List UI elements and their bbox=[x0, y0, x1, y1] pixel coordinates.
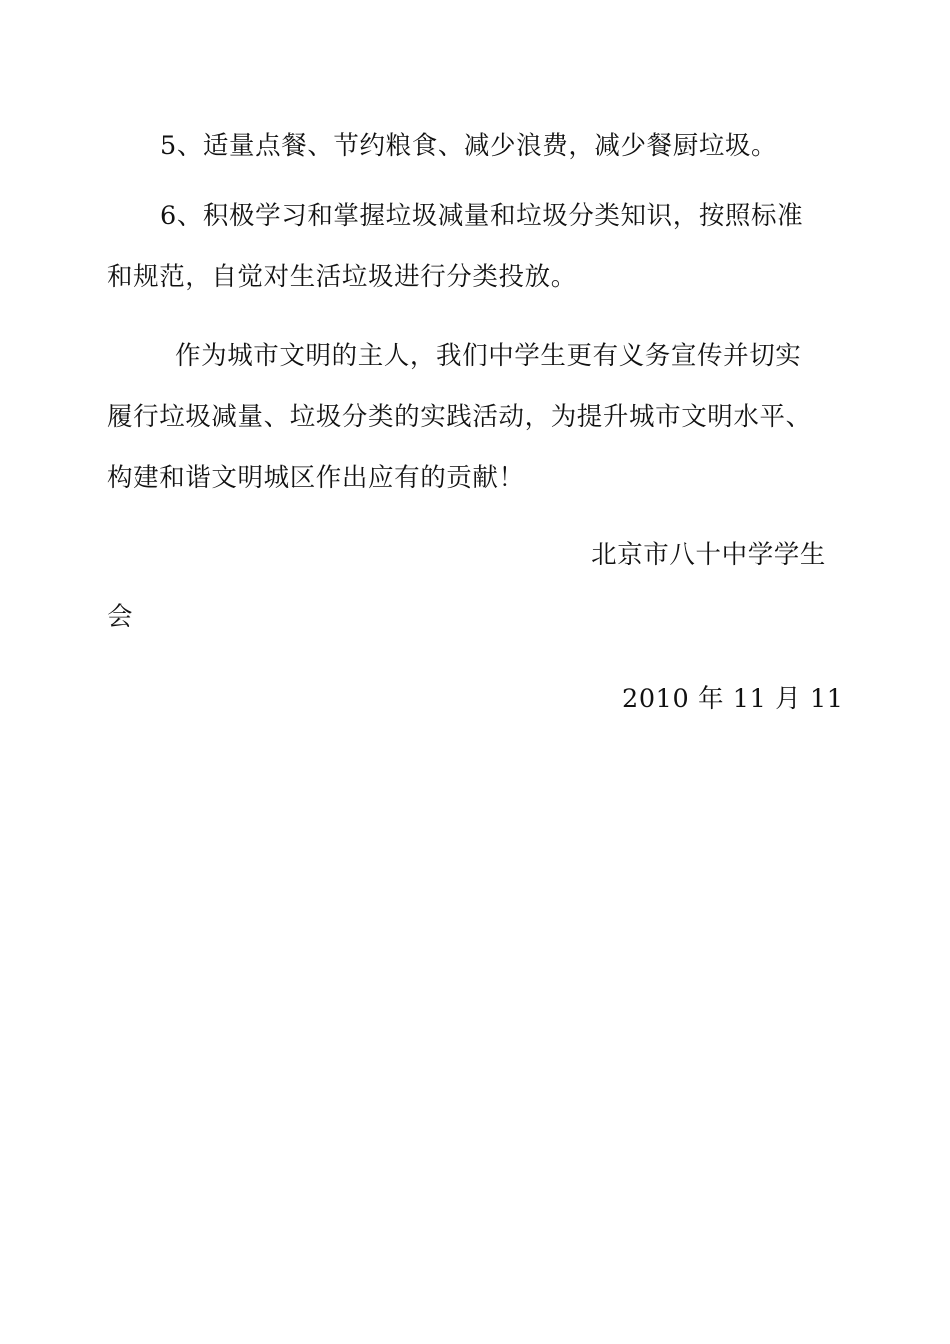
item-6-text-line-1: 6、积极学习和掌握垃圾减量和垃圾分类知识，按照标准 bbox=[160, 201, 804, 231]
closing-paragraph-line-3: 构建和谐文明城区作出应有的贡献！ bbox=[107, 463, 525, 493]
signature-line-2: 会 bbox=[107, 602, 134, 632]
item-6-text-line-2: 和规范，自觉对生活垃圾进行分类投放。 bbox=[107, 262, 577, 292]
closing-paragraph-line-2: 履行垃圾减量、垃圾分类的实践活动，为提升城市文明水平、 bbox=[107, 402, 812, 432]
date-text: 2010 年 11 月 11 bbox=[622, 684, 844, 714]
signature-line-1: 北京市八十中学学生 bbox=[591, 540, 826, 570]
closing-paragraph-line-1: 作为城市文明的主人，我们中学生更有义务宣传并切实 bbox=[175, 341, 802, 371]
item-5-text: 5、适量点餐、节约粮食、减少浪费，减少餐厨垃圾。 bbox=[160, 131, 778, 161]
